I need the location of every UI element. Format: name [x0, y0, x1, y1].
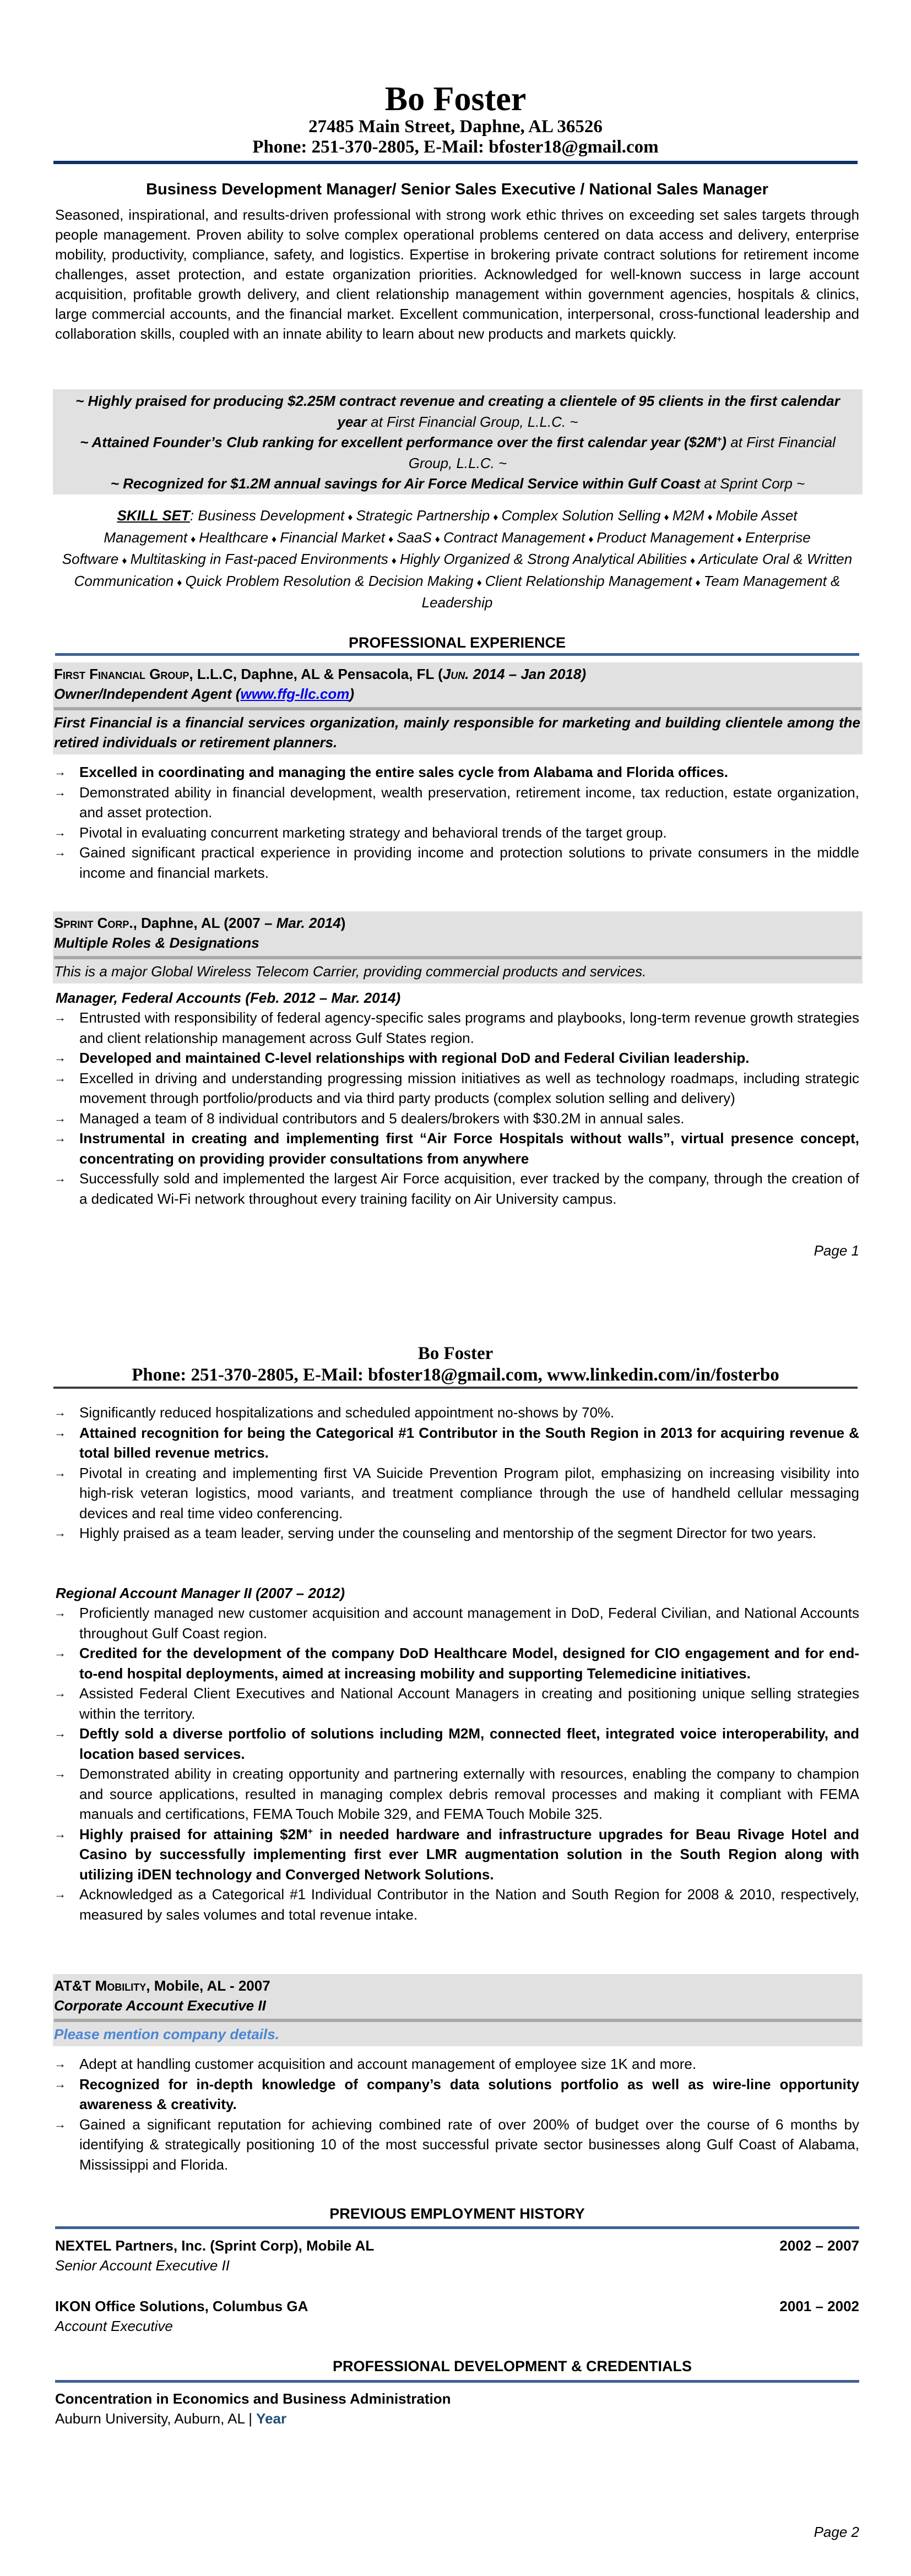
previous-job-nextel: [55, 2236, 859, 2275]
job-title: Multiple Roles & Designations: [54, 934, 259, 951]
diamond-separator-icon: ♦: [736, 533, 742, 545]
bullet-item: → Demonstrated ability in creating opportunity and partnering externally with resources, enabling the company to champion and source applications, resulted in managing complex debris removal processes and making it compliant with FEMA manuals and certifications, FEMA Touch Mobile 329, and FEMA Touch Mobile 325.: [53, 1764, 859, 1824]
company-website-link[interactable]: www.ffg-llc.com: [240, 686, 350, 702]
bullet-item: → Acknowledged as a Categorical #1 Individual Contributor in the Nation and South Region for 2008 & 2010, respectively, measured by sales volumes and total revenue intake.: [53, 1884, 859, 1925]
bullet-item: → Credited for the development of the company DoD Healthcare Model, designed for CIO engagement and for end-to-end hospital deployments, aimed at increasing mobility and supporting Telemedicine initiatives.: [53, 1643, 859, 1683]
arrow-bullet-icon: →: [54, 1405, 66, 1419]
skill-item: Enterprise Software: [62, 529, 811, 567]
diamond-separator-icon: ♦: [664, 512, 669, 523]
header-rule: [53, 161, 858, 164]
job-first-financial: [53, 662, 863, 883]
bullet-item: → Assisted Federal Client Executives and National Account Managers in creating and positioning unique selling strategies within the territory.: [53, 1683, 859, 1724]
diamond-separator-icon: ♦: [122, 555, 127, 566]
arrow-bullet-icon: →: [54, 2057, 66, 2070]
company-line: Sprint Corp., Daphne, AL (2007 – Mar. 2014): [54, 915, 346, 931]
bullet-item: → Proficiently managed new customer acquisition and account management in DoD, Federal Civilian, and National Accounts throughout Gulf Coast region.: [53, 1603, 859, 1643]
diamond-separator-icon: ♦: [690, 555, 696, 566]
role-heading: Manager, Federal Accounts (Feb. 2012 – Mar. 2014): [56, 990, 401, 1006]
arrow-bullet-icon: →: [54, 1827, 66, 1841]
skill-item: Mobile Asset Management: [104, 507, 798, 546]
arrow-bullet-icon: →: [54, 1465, 66, 1480]
previous-dates: 2002 – 2007: [779, 2237, 859, 2254]
arrow-bullet-icon: →: [54, 1111, 66, 1125]
page-number-2: Page 2: [814, 2524, 859, 2540]
skill-item: Contract Management: [443, 529, 585, 546]
skill-item: Healthcare: [199, 529, 269, 546]
diamond-separator-icon: ♦: [435, 533, 440, 545]
resume-address: 27485 Main Street, Daphne, AL 36526: [308, 117, 603, 137]
skill-set: SKILL SET: Business Development ♦ Strategic Partnership ♦ Complex Solution Selling ♦ M2M ♦ Mobile Asset Management ♦ Healthcare ♦ Financial Market ♦ SaaS ♦ Contract Management ♦ Product Management ♦ Enterprise Software ♦ Multitasking in Fast-paced Environments ♦ Highly Organized & Strong Analytical Abilities ♦ Articulate Oral & Written Communication ♦ Quick Problem Resolution & Decision Making ♦ Client Relationship Management ♦ Team Management & Leadership: [62, 507, 853, 611]
arrow-bullet-icon: →: [54, 1051, 66, 1064]
skill-item: Highly Organized & Strong Analytical Abilities: [399, 551, 687, 567]
bullet-item: → Highly praised as a team leader, serving under the counseling and mentorship of the segment Director for two years.: [53, 1523, 859, 1544]
skill-item: SaaS: [397, 529, 432, 546]
skill-set-label: SKILL SET: [117, 507, 190, 524]
highlights-box: [53, 389, 863, 494]
arrow-bullet-icon: →: [54, 1171, 66, 1185]
previous-title: Senior Account Executive II: [55, 2257, 230, 2274]
job-header-band: [53, 1974, 863, 2046]
summary-paragraph: Seasoned, inspirational, and results-driven professional with strong work ethic thrives on exceeding set sales targets through people management. Proven ability to solve complex operational problems centered on data access and delivery, enterprise mobility, productivity, compliance, safety, and logistics. Expertise in brokering private contract solutions for retirement income challenges, asset protection, and estate organization priorities. Acknowledged for well-known success in large account acquisition, profitable growth delivery, and client relationship management within government agencies, hospitals & clinics, large commercial accounts, and the financial market. Excellent communication, interpersonal, cross-functional leadership and collaboration skills, coupled with an innate ability to learn about new products and markets quickly.: [55, 206, 859, 342]
arrow-bullet-icon: →: [54, 1887, 66, 1901]
role-heading: Regional Account Manager II (2007 – 2012): [56, 1585, 345, 1601]
diamond-separator-icon: ♦: [707, 512, 713, 523]
bullet-item: → Excelled in coordinating and managing the entire sales cycle from Alabama and Florida offices.: [53, 762, 859, 782]
bullet-item: → Successfully sold and implemented the largest Air Force acquisition, ever tracked by the company, through the creation of a dedicated Wi-Fi network throughout every training facility on Air University campus.: [53, 1169, 859, 1209]
skill-item: Team Management & Leadership: [421, 572, 840, 611]
diamond-separator-icon: ♦: [588, 533, 594, 545]
bullet-item: → Deftly sold a diverse portfolio of solutions including M2M, connected fleet, integrated voice interoperability, and location based services.: [53, 1724, 859, 1764]
company-description-placeholder: Please mention company details.: [54, 2026, 279, 2042]
arrow-bullet-icon: →: [54, 845, 66, 859]
diamond-separator-icon: ♦: [493, 512, 498, 523]
bullet-item: → Pivotal in evaluating concurrent marketing strategy and behavioral trends of the target group.: [53, 823, 859, 843]
bullet-item: → Attained recognition for being the Categorical #1 Contributor in the South Region in 2013 for acquiring revenue & total billed revenue metrics.: [53, 1423, 859, 1463]
bullet-item: → Excelled in driving and understanding progressing mission initiatives as well as technology roadmaps, including strategic movement through portfolio/products and via third party products (complex solution selling and delivery): [53, 1068, 859, 1108]
skill-item: Quick Problem Resolution & Decision Making: [185, 572, 474, 589]
company-line: First Financial Group, L.L.C, Daphne, AL & Pensacola, FL (Jun. 2014 – Jan 2018): [54, 666, 586, 682]
bullet-item: → Developed and maintained C-level relationships with regional DoD and Federal Civilian leadership.: [53, 1048, 859, 1068]
skill-item: Financial Market: [280, 529, 385, 546]
resume-contact-page2: Phone: 251-370-2805, E-Mail: bfoster18@gmail.com, www.linkedin.com/in/fosterbo: [132, 1365, 779, 1385]
arrow-bullet-icon: →: [54, 1131, 66, 1145]
diamond-separator-icon: ♦: [476, 577, 482, 588]
highlight-1: ~ Highly praised for producing $2.25M contract revenue and creating a clientele of 95 clients in the first calendar year at First Financial Group, L.L.C. ~: [75, 393, 840, 430]
previous-job-ikon: [55, 2296, 859, 2336]
section-rule: [55, 2226, 859, 2229]
company-description: First Financial is a financial services organization, mainly responsible for marketing and building clientele among the retired individuals or retirement planners.: [54, 714, 860, 751]
diamond-separator-icon: ♦: [695, 577, 701, 588]
bullet-item: → Entrusted with responsibility of federal agency-specific sales programs and playbooks, long-term revenue growth strategies and client relationship management across Gulf States region.: [53, 1008, 859, 1048]
band-separator: [54, 956, 861, 959]
arrow-bullet-icon: →: [54, 1686, 66, 1700]
role-regional-account-manager: [53, 1583, 863, 1925]
highlight-3: ~ Recognized for $1.2M annual savings for Air Force Medical Service within Gulf Coast at Sprint Corp ~: [110, 475, 805, 492]
header-rule-page2: [53, 1387, 858, 1389]
diamond-separator-icon: ♦: [177, 577, 182, 588]
bullet-item: → Gained a significant reputation for achieving combined rate of over 200% of budget over the course of 6 months by identifying & strategically positioning 10 of the most successful private sector businesses along Gulf Coast of Alabama, Mississippi and Florida.: [53, 2115, 859, 2175]
year-placeholder: Year: [256, 2410, 287, 2427]
arrow-bullet-icon: →: [54, 1606, 66, 1619]
degree: Concentration in Economics and Business Administration: [55, 2390, 451, 2407]
bullet-item: → Instrumental in creating and implementing first “Air Force Hospitals without walls”, virtual presence concept, concentrating on providing provider consultations from anywhere: [53, 1128, 859, 1169]
skill-item: Articulate Oral & Written Communication: [74, 551, 853, 589]
job-att-mobility: [53, 1974, 863, 2175]
band-separator: [54, 707, 861, 710]
resume-name: Bo Foster: [384, 80, 527, 118]
diamond-separator-icon: ♦: [191, 533, 196, 545]
bullet-item: → Gained significant practical experience in providing income and protection solutions to private consumers in the middle income and financial markets.: [53, 843, 859, 883]
job-sprint: [53, 911, 863, 1209]
resume-contact: Phone: 251-370-2805, E-Mail: bfoster18@gmail.com: [252, 137, 659, 157]
arrow-bullet-icon: →: [54, 1010, 66, 1024]
professional-experience-heading: PROFESSIONAL EXPERIENCE: [348, 634, 566, 651]
previous-title: Account Executive: [55, 2318, 173, 2334]
school-line: Auburn University, Auburn, AL | Year: [55, 2410, 287, 2427]
page-number: Page 1: [814, 1242, 859, 1259]
bullet-item: → Pivotal in creating and implementing first VA Suicide Prevention Program pilot, emphasizing on increasing visibility into high-risk veteran logistics, mood variants, and treatment compliance through the use of handheld cellular messaging devices and real time video conferencing.: [53, 1463, 859, 1524]
arrow-bullet-icon: →: [54, 1070, 66, 1085]
previous-company: IKON Office Solutions, Columbus GA: [55, 2298, 308, 2314]
arrow-bullet-icon: →: [54, 765, 66, 779]
bullet-item: → Highly praised for attaining $2M+ in needed hardware and infrastructure upgrades for Beau Rivage Hotel and Casino by successfully implementing first ever LMR augmentation solution in the South Region along with utilizing iDEN technology and Converged Network Solutions.: [53, 1824, 859, 1885]
resume-name-page2: Bo Foster: [417, 1344, 494, 1363]
job-bullets: [53, 1008, 863, 1209]
bullet-item: → Adept at handling customer acquisition and account management of employee size 1K and more.: [53, 2054, 859, 2074]
continued-bullets: [53, 1403, 863, 1544]
section-rule: [55, 2380, 859, 2383]
arrow-bullet-icon: →: [54, 2117, 66, 2131]
previous-employment-heading: PREVIOUS EMPLOYMENT HISTORY: [329, 2205, 585, 2222]
skill-item: Client Relationship Management: [485, 572, 692, 589]
arrow-bullet-icon: →: [54, 2077, 66, 2091]
arrow-bullet-icon: →: [54, 825, 66, 839]
job-title: Corporate Account Executive II: [54, 1997, 266, 2014]
diamond-separator-icon: ♦: [272, 533, 277, 545]
previous-company: NEXTEL Partners, Inc. (Sprint Corp), Mobile AL: [55, 2237, 375, 2254]
bullet-item: → Managed a team of 8 individual contributors and 5 dealers/brokers with $30.2M in annual sales.: [53, 1108, 859, 1129]
skill-item: Business Development: [198, 507, 345, 524]
job-bullets: [53, 762, 863, 883]
diamond-separator-icon: ♦: [348, 512, 353, 523]
bullet-item: → Significantly reduced hospitalizations and scheduled appointment no-shows by 70%.: [53, 1403, 859, 1423]
arrow-bullet-icon: →: [54, 1526, 66, 1540]
arrow-bullet-icon: →: [54, 1646, 66, 1660]
company-description: This is a major Global Wireless Telecom Carrier, providing commercial products and services.: [54, 963, 647, 980]
headline: Business Development Manager/ Senior Sales Executive / National Sales Manager: [146, 181, 768, 198]
arrow-bullet-icon: →: [54, 785, 66, 799]
arrow-bullet-icon: →: [54, 1425, 66, 1439]
arrow-bullet-icon: →: [54, 1726, 66, 1740]
skill-item: Product Management: [597, 529, 734, 546]
diamond-separator-icon: ♦: [388, 533, 394, 545]
skill-item: Multitasking in Fast-paced Environments: [130, 551, 388, 567]
arrow-bullet-icon: →: [54, 1767, 66, 1780]
section-rule: [55, 653, 859, 656]
company-line: AT&T Mobility, Mobile, AL - 2007: [54, 1977, 270, 1994]
diamond-separator-icon: ♦: [391, 555, 397, 566]
job-header-band: [53, 911, 863, 983]
job-header-band: [53, 662, 863, 754]
bullet-item: → Demonstrated ability in financial development, wealth preservation, retirement income, tax reduction, estate organization, and asset protection.: [53, 782, 859, 823]
band-separator: [54, 2019, 861, 2022]
education: [55, 2389, 859, 2428]
previous-dates: 2001 – 2002: [779, 2298, 859, 2314]
skill-item: Strategic Partnership: [356, 507, 490, 524]
highlight-2: ~ Attained Founder’s Club ranking for excellent performance over the first calendar year ($2M+) at First Financial Group, L.L.C. ~: [80, 434, 836, 471]
skill-item: Complex Solution Selling: [501, 507, 661, 524]
job-title: Owner/Independent Agent (www.ffg-llc.com): [54, 686, 355, 702]
credentials-heading: PROFESSIONAL DEVELOPMENT & CREDENTIALS: [332, 2358, 692, 2374]
bullet-item: → Recognized for in-depth knowledge of company’s data solutions portfolio as well as wire-line opportunity awareness & creativity.: [53, 2074, 859, 2115]
skill-item: M2M: [672, 507, 704, 524]
